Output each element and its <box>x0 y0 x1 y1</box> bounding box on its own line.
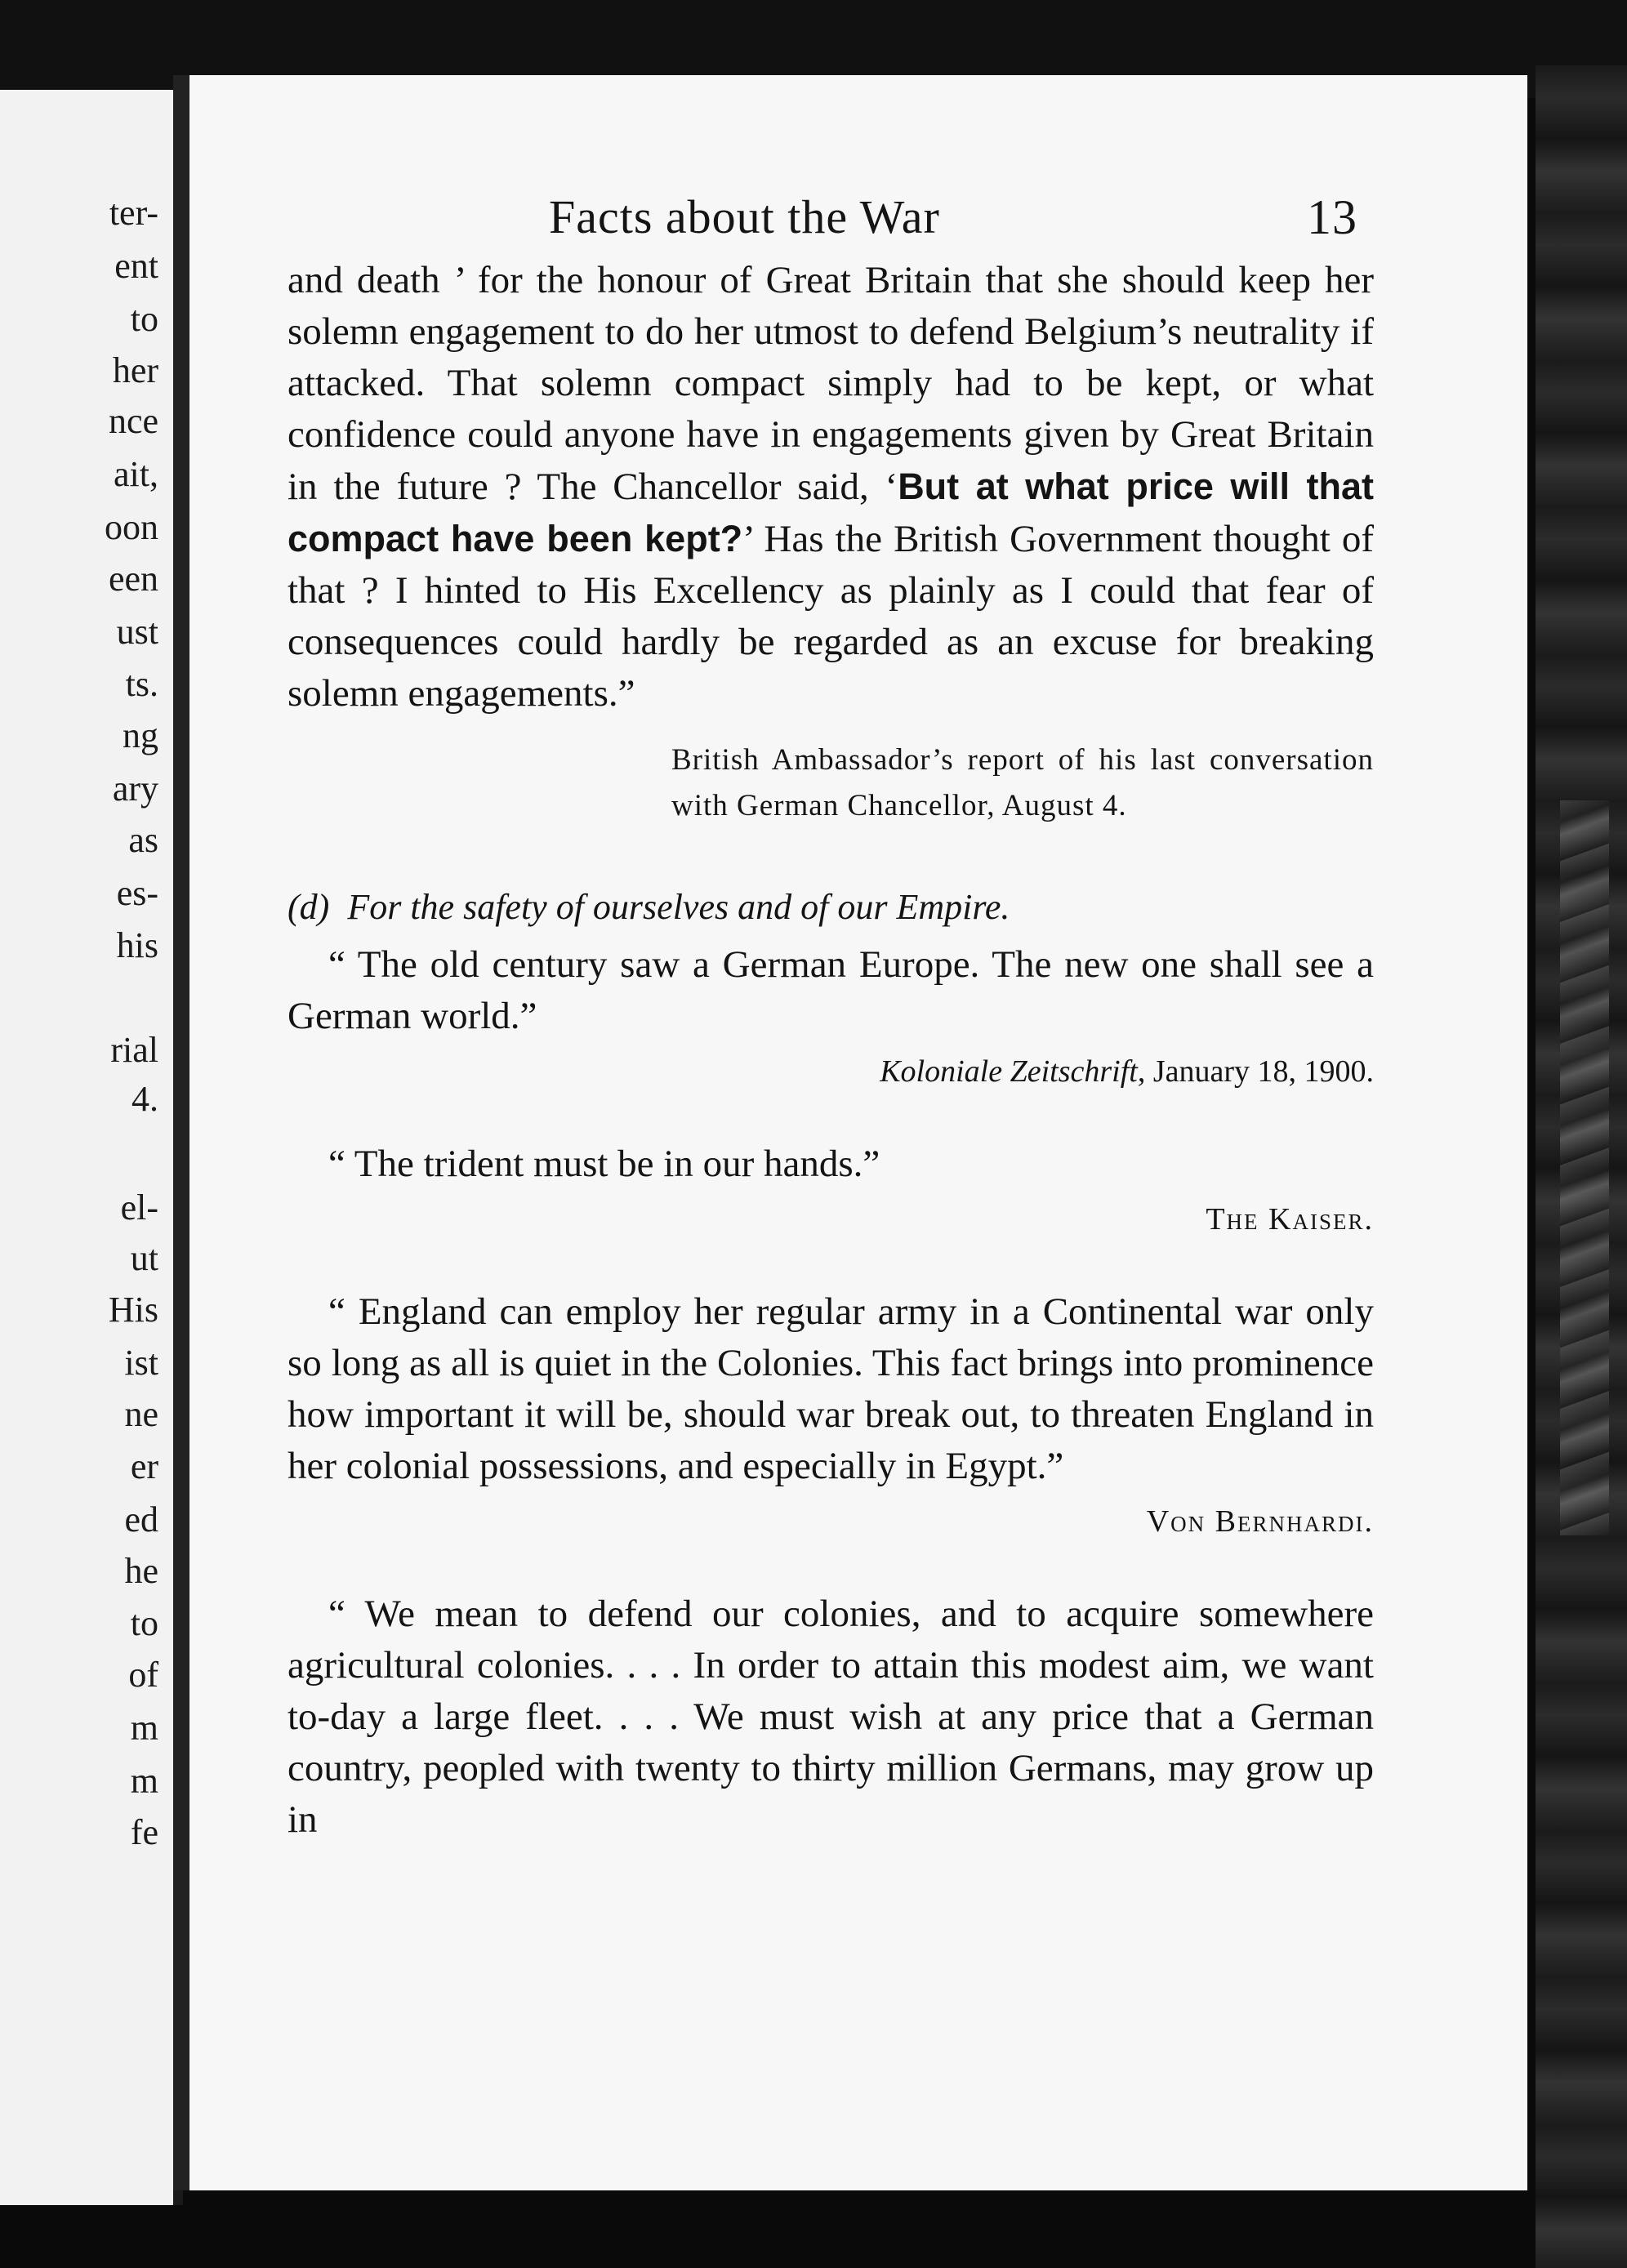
section-title: For the safety of ourselves and of our Empire. <box>347 887 1010 927</box>
left-page-fragment-text: er <box>130 1446 158 1486</box>
left-page-fragment-text: nce <box>108 401 158 441</box>
book-page <box>173 75 1527 2190</box>
spacer <box>288 1539 1374 1577</box>
source-journal: Koloniale Zeitschrift <box>880 1054 1138 1089</box>
book-spine <box>1536 65 1627 2268</box>
left-page-fragment-text: ed <box>124 1499 158 1539</box>
left-page-fragment-text: ent <box>114 246 158 286</box>
left-page-fragment-text: ng <box>123 715 158 755</box>
quote-text: and death ’ for the honour of Great Britain that she should keep her solemn engagement to do her utmost to defend Belgium’s neutrality if attacked. That solemn compact simply had to be kept, or what confidence could anyone have in engagements given by Great Britain in the future ? The Chancellor said, ‘ <box>288 259 1374 508</box>
quote-source: Von Bernhardi. <box>1146 1504 1374 1539</box>
left-page-fragment-text: His <box>108 1290 158 1330</box>
spacer <box>288 1089 1374 1127</box>
left-page-fragment-text: ut <box>130 1238 158 1278</box>
left-page-fragment-text: to <box>130 299 158 339</box>
attribution: British Ambassador’s report of his last conversation with German Chancellor, August 4. <box>671 743 1374 822</box>
left-page-fragment-text: ter- <box>109 193 158 233</box>
running-head <box>288 189 1374 255</box>
left-page-fragment-text: of <box>128 1655 158 1695</box>
quote-kaiser: “ The trident must be in our hands.” <box>328 1143 880 1185</box>
left-page-fragment-text: to <box>130 1603 158 1643</box>
left-page-fragment-text: ne <box>124 1394 158 1434</box>
left-page-fragment-text: m <box>130 1761 158 1801</box>
quote-bernhardi: “ England can employ her regular army in a Continental war only so long as all is quiet in the Colonies. This fact brings into prominence how important it will be, should war break out, to threaten England in her colonial possessions, and especially in Egypt.” <box>288 1290 1374 1487</box>
left-page-fragment-text: m <box>130 1708 158 1748</box>
left-page-fragment-text: his <box>116 925 158 965</box>
left-page-fragment-text: he <box>124 1551 158 1591</box>
source-date: , January 18, 1900. <box>1137 1054 1374 1089</box>
left-page-fragment <box>0 90 183 2205</box>
left-page-fragment-text: el- <box>120 1187 158 1228</box>
left-page-fragment-text: her <box>112 350 158 390</box>
page-title: Facts about the War <box>549 190 940 243</box>
left-page-fragment-text: ait, <box>114 454 158 494</box>
ambassador-quote <box>288 255 1374 720</box>
quote-source: The Kaiser. <box>1206 1202 1374 1236</box>
left-page-fragment-text: es- <box>116 873 158 913</box>
left-page-fragment-text: 4. <box>131 1079 158 1119</box>
page-number: 13 <box>1307 190 1357 244</box>
page-content <box>288 189 1374 1846</box>
left-page-fragment-text: fe <box>130 1812 158 1852</box>
section-heading <box>288 886 1374 928</box>
quote-source <box>288 1054 1374 1089</box>
quote-colonial: “ The old century saw a German Europe. The new one shall see a German world.” <box>288 943 1374 1037</box>
left-page-fragment-text: ts. <box>125 664 158 704</box>
left-page-fragment-text: ist <box>124 1343 158 1383</box>
section-label: (d) <box>288 887 330 927</box>
left-page-fragment-text: ary <box>112 769 158 809</box>
left-page-fragment-text: oon <box>105 507 158 547</box>
left-page-fragment-text: as <box>128 820 158 860</box>
left-page-fragment-text: een <box>108 559 158 599</box>
bold-quote: But at what price will that compact have been kept? <box>288 466 1374 559</box>
spacer <box>288 1237 1374 1275</box>
quote-text-after: ’ Has the British Government thought of that ? I hinted to His Excellency as plainly as I could that fear of consequences could hardly be regarded as an excuse for breaking solemn engagements.” <box>288 518 1374 715</box>
left-page-fragment-text: rial <box>110 1030 158 1070</box>
left-page-fragment-text: ust <box>116 612 158 652</box>
quote-fleet: “ We mean to defend our colonies, and to acquire somewhere agricultural colonies. . . . In order to attain this modest aim, we want to-day a large fleet. . . . We must wish at any price that a German country, peopled with twenty to thirty million Germans, may grow up in <box>288 1593 1374 1841</box>
